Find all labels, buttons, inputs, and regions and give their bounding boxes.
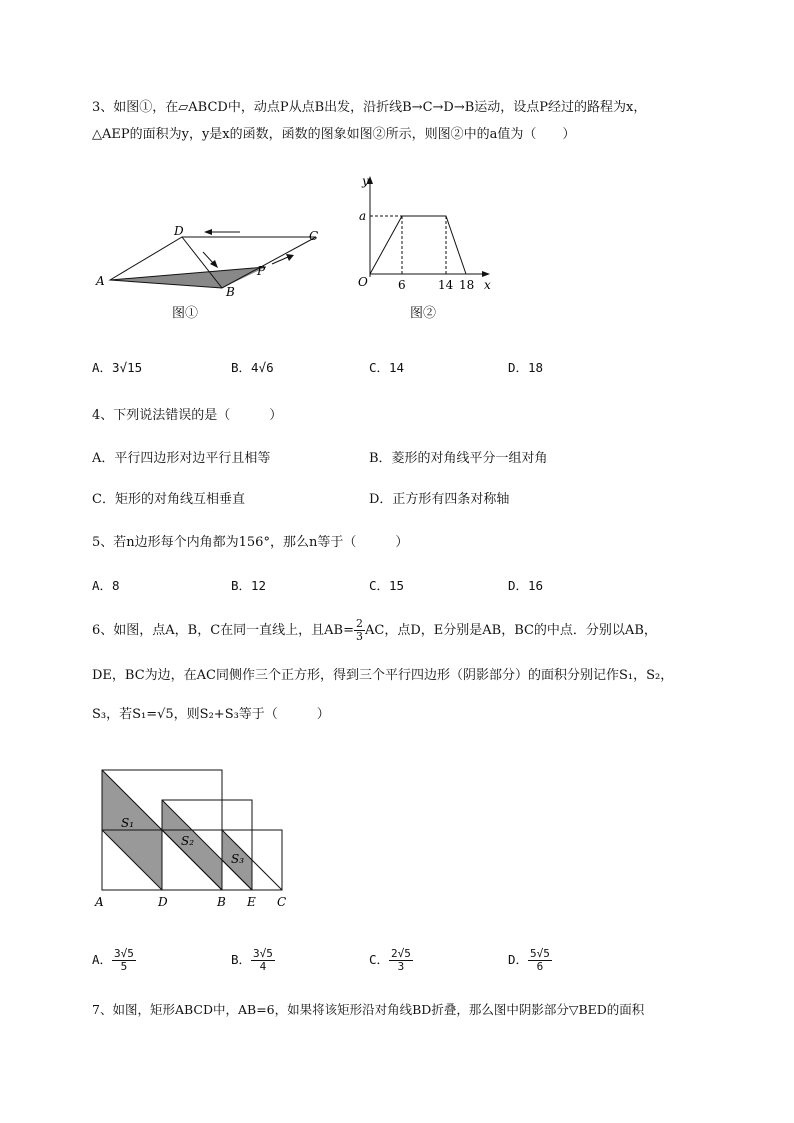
q6-label-s2: S₂ [181,834,195,848]
q3-axis-label-x: x [484,278,491,292]
q3-option-b[interactable]: B．4√6 [231,360,274,375]
q3-label-a-value: a [359,209,367,223]
q3-option-a[interactable]: A．3√15 [92,360,143,375]
q5-option-b[interactable]: B．12 [231,578,267,593]
q6-label-d: D [158,895,168,909]
q3-figure-1 [90,218,340,303]
q6-stem-line3: S₃，若S₁=√5，则S₂+S₃等于（ ） [92,707,330,722]
q6-option-a[interactable]: A． $\frac{3√5}{5}$ [92,947,134,973]
q3-tick-18: 18 [459,278,475,292]
q5-option-a[interactable]: A．8 [92,578,120,593]
q3-label-d: D [174,224,184,238]
q3-axis-label-y: y [362,174,369,188]
q3-label-p: P [257,264,266,278]
q3-origin-label: O [358,275,368,289]
q5-option-d[interactable]: D．16 [508,578,544,593]
q6-stem-line1: 6、如图，点A，B，C在同一直线上，且AB= $\frac{2}{3}$ AC，点D，E分别是AB，BC的中点．分别以AB， [92,617,657,643]
q6-label-e: E [247,895,256,909]
q3-stem-line2: △AEP的面积为y，y是x的函数，函数的图象如图②所示，则图②中的a值为（ ） [92,127,576,142]
q3-fig2-caption: 图② [410,306,437,321]
q3-shaded-triangle [110,267,266,288]
q3-stem-line1: 3、如图①，在▱ABCD中，动点P从点B出发，沿折线B→C→D→B运动，设点P经过的路程为x， [92,100,647,115]
q3-tick-14: 14 [438,278,454,292]
q6-label-s1: S₁ [121,816,135,830]
q6-option-c[interactable]: C． $\frac{2√5}{3}$ [369,947,411,973]
q3-arrow-right [272,257,288,264]
q6-label-s3: S₃ [231,852,245,866]
q6-label-a: A [95,895,104,909]
q4-stem: 4、下列说法错误的是（ ） [92,408,283,423]
q6-option-d[interactable]: D． $\frac{5√5}{6}$ [508,947,550,973]
q5-stem: 5、若n边形每个内角都为156°，那么n等于（ ） [92,535,409,550]
q3-figure-2 [352,172,502,294]
q3-label-a: A [96,274,105,288]
q6-fraction: $\frac{2}{3}$ [356,617,363,643]
q6-label-c: C [277,895,287,909]
q4-option-d[interactable]: D．正方形有四条对称轴 [369,492,510,507]
q6-stem-line2: DE，BC为边，在AC同侧作三个正方形，得到三个平行四边形（阴影部分）的面积分别记作S₁，S₂， [92,668,674,683]
q3-option-c[interactable]: C．14 [369,360,405,375]
q3-option-d[interactable]: D．18 [508,360,544,375]
q3-fig1-caption: 图① [172,306,199,321]
q3-tick-6: 6 [398,278,406,292]
q5-option-c[interactable]: C．15 [369,578,405,593]
q7-stem: 7、如图，矩形ABCD中，AB=6，如果将该矩形沿对角线BD折叠，那么图中阴影部分▽BED的面积 [92,1002,645,1017]
q3-function-graph [370,216,466,274]
q3-label-c: C [309,229,319,243]
q4-option-c[interactable]: C．矩形的对角线互相垂直 [92,492,245,507]
q4-option-a[interactable]: A．平行四边形对边平行且相等 [92,451,271,466]
q4-option-b[interactable]: B．菱形的对角线平分一组对角 [369,451,548,466]
q3-label-b: B [226,285,235,299]
q6-option-b[interactable]: B． $\frac{3√5}{4}$ [231,947,273,973]
q6-figure [92,764,302,914]
q6-label-b: B [217,895,226,909]
